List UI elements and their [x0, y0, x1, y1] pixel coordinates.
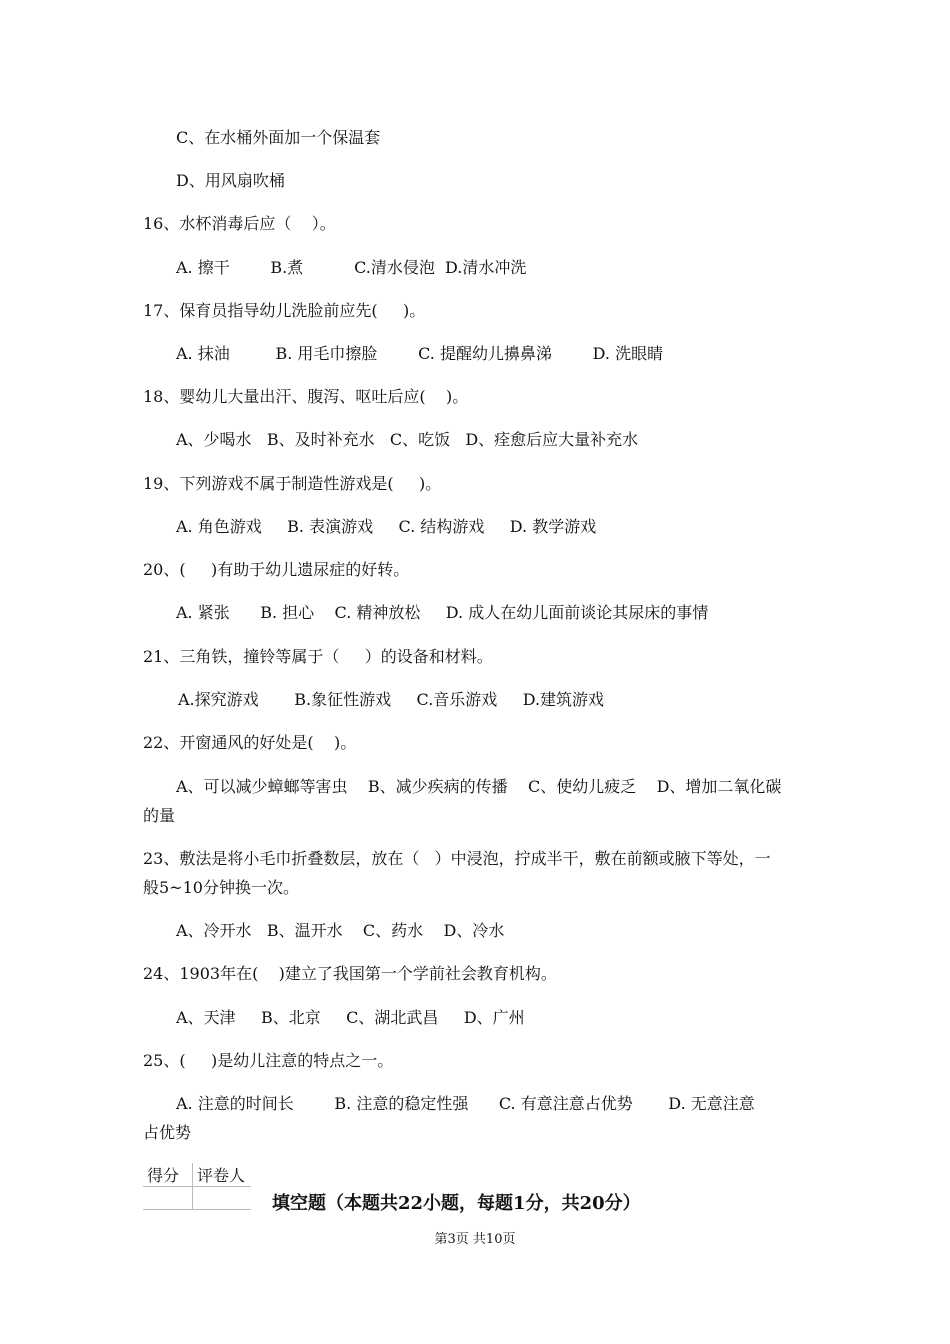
option-line: D、用风扇吹桶 [176, 171, 285, 190]
option-line: A. 角色游戏 B. 表演游戏 C. 结构游戏 D. 教学游戏 [176, 517, 597, 536]
question-line-continued: 般5~10分钟换一次。 [143, 878, 299, 897]
option-line-continued: 的量 [143, 806, 176, 825]
section-title: 填空题（本题共22小题，每题1分，共20分） [272, 1193, 641, 1214]
page-footer: 第3页 共10页 [434, 1232, 516, 1247]
question-line: 20、( )有助于幼儿遗尿症的好转。 [143, 560, 410, 579]
option-line: A、冷开水 B、温开水 C、药水 D、冷水 [176, 921, 505, 940]
option-line: A、可以减少蟑螂等害虫 B、减少疾病的传播 C、使幼儿疲乏 D、增加二氧化碳 [176, 777, 782, 796]
question-line: 17、保育员指导幼儿洗脸前应先( )。 [143, 301, 426, 320]
question-line: 23、敷法是将小毛巾折叠数层，放在（ ）中浸泡，拧成半干，敷在前额或腋下等处，一 [143, 849, 771, 868]
grader-cell [193, 1187, 252, 1210]
option-line: A、少喝水 B、及时补充水 C、吃饭 D、痊愈后应大量补充水 [176, 430, 639, 449]
question-line: 19、下列游戏不属于制造性游戏是( )。 [143, 474, 442, 493]
question-line: 24、1903年在( )建立了我国第一个学前社会教育机构。 [143, 964, 557, 983]
question-line: 16、水杯消毒后应（ ）。 [143, 214, 336, 233]
score-label: 得分 [143, 1163, 193, 1187]
option-line: A. 紧张 B. 担心 C. 精神放松 D. 成人在幼儿面前谈论其尿床的事情 [176, 603, 709, 622]
option-line: A. 抹油 B. 用毛巾擦脸 C. 提醒幼儿擤鼻涕 D. 洗眼睛 [176, 344, 664, 363]
option-line: A.探究游戏 B.象征性游戏 C.音乐游戏 D.建筑游戏 [178, 690, 605, 709]
option-line-continued: 占优势 [143, 1123, 192, 1142]
question-line: 18、婴幼儿大量出汗、腹泻、呕吐后应( )。 [143, 387, 469, 406]
option-line: A. 注意的时间长 B. 注意的稳定性强 C. 有意注意占优势 D. 无意注意 [176, 1094, 755, 1113]
score-cell [143, 1187, 193, 1210]
question-line: 25、( )是幼儿注意的特点之一。 [143, 1051, 394, 1070]
question-line: 21、三角铁，撞铃等属于（ ）的设备和材料。 [143, 647, 493, 666]
question-line: 22、开窗通风的好处是( )。 [143, 733, 357, 752]
option-line: A. 擦干 B.煮 C.清水侵泡 D.清水冲洗 [176, 258, 527, 277]
score-box [143, 1163, 251, 1210]
grader-label: 评卷人 [193, 1163, 252, 1187]
option-line: A、天津 B、北京 C、湖北武昌 D、广州 [176, 1008, 525, 1027]
option-line: C、在水桶外面加一个保温套 [176, 128, 381, 147]
